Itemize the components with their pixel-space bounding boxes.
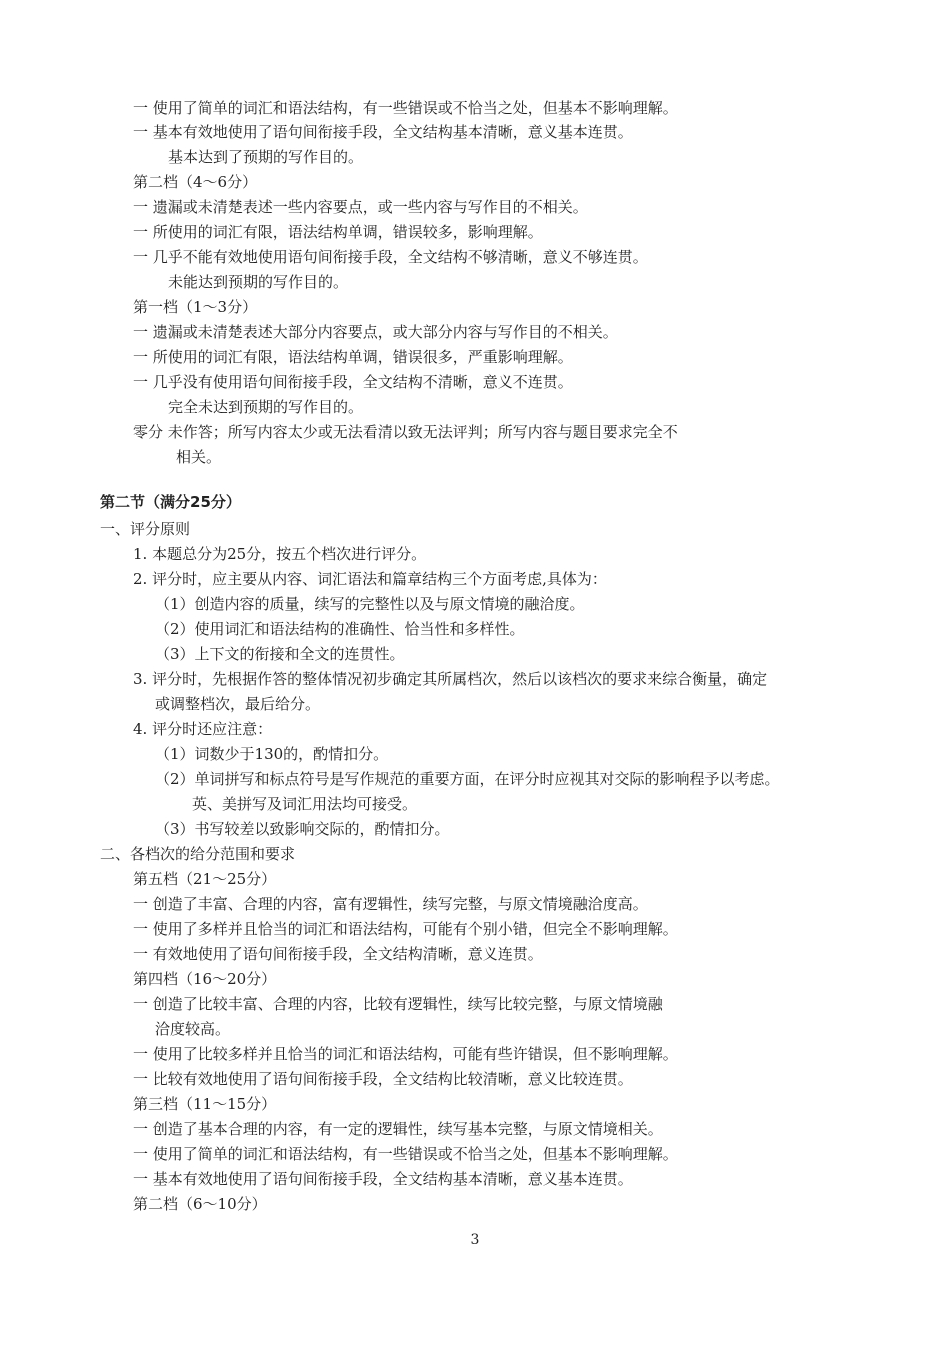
criterion-line: 一 基本有效地使用了语句间衔接手段，全文结构基本清晰，意义基本连贯。 — [133, 123, 633, 141]
principle-subitem: （1）创造内容的质量，续写的完整性以及与原文情境的融洽度。 — [155, 595, 585, 613]
grade-level-heading: 第四档（16～20分） — [133, 970, 277, 988]
criterion-line: 一 使用了简单的词汇和语法结构，有一些错误或不恰当之处，但基本不影响理解。 — [133, 99, 678, 117]
criterion-line: 一 有效地使用了语句间衔接手段，全文结构清晰，意义连贯。 — [133, 945, 543, 963]
criterion-line: 一 创造了丰富、合理的内容，富有逻辑性，续写完整，与原文情境融洽度高。 — [133, 895, 648, 913]
criterion-summary: 基本达到了预期的写作目的。 — [168, 148, 364, 166]
levels-heading: 二、各档次的给分范围和要求 — [100, 845, 296, 863]
principle-subitem-cont: 英、美拼写及词汇用法均可接受。 — [192, 795, 418, 813]
criterion-line: 一 几乎不能有效地使用语句间衔接手段，全文结构不够清晰，意义不够连贯。 — [133, 248, 648, 266]
principle-item: 4. 评分时还应注意： — [133, 720, 273, 738]
grade-level-heading: 第一档（1～3分） — [133, 298, 258, 316]
criterion-line: 一 使用了比较多样并且恰当的词汇和语法结构，可能有些许错误，但不影响理解。 — [133, 1045, 678, 1063]
principle-subitem: （3）书写较差以致影响交际的，酌情扣分。 — [155, 820, 450, 838]
criterion-line: 一 遗漏或未清楚表述大部分内容要点，或大部分内容与写作目的不相关。 — [133, 323, 618, 341]
principle-subitem: （1）词数少于130的，酌情扣分。 — [155, 745, 389, 763]
grade-level-heading: 第三档（11～15分） — [133, 1095, 277, 1113]
criterion-summary: 未能达到预期的写作目的。 — [168, 273, 349, 291]
grade-level-heading: 第二档（4～6分） — [133, 173, 258, 191]
page-number: 3 — [470, 1232, 480, 1248]
criterion-line: 一 比较有效地使用了语句间衔接手段，全文结构比较清晰，意义比较连贯。 — [133, 1070, 633, 1088]
grade-level-heading: 第二档（6～10分） — [133, 1195, 267, 1213]
principles-heading: 一、评分原则 — [100, 520, 191, 538]
criterion-line: 一 遗漏或未清楚表述一些内容要点，或一些内容与写作目的不相关。 — [133, 198, 588, 216]
zero-score-line: 零分 未作答；所写内容太少或无法看清以致无法评判；所写内容与题目要求完全不 — [133, 423, 678, 441]
criterion-line: 一 创造了比较丰富、合理的内容，比较有逻辑性，续写比较完整，与原文情境融 — [133, 995, 663, 1013]
criterion-line: 一 使用了多样并且恰当的词汇和语法结构，可能有个别小错，但完全不影响理解。 — [133, 920, 678, 938]
principle-subitem: （3）上下文的衔接和全文的连贯性。 — [155, 645, 405, 663]
criterion-line-cont: 洽度较高。 — [155, 1020, 231, 1038]
grade-level-heading: 第五档（21～25分） — [133, 870, 277, 888]
principle-item-cont: 或调整档次，最后给分。 — [155, 695, 321, 713]
criterion-line: 一 所使用的词汇有限，语法结构单调，错误较多，影响理解。 — [133, 223, 543, 241]
principle-subitem: （2）使用词汇和语法结构的准确性、恰当性和多样性。 — [155, 620, 525, 638]
criterion-summary: 完全未达到预期的写作目的。 — [168, 398, 364, 416]
criterion-line: 一 所使用的词汇有限，语法结构单调，错误很多，严重影响理解。 — [133, 348, 573, 366]
criterion-line: 一 使用了简单的词汇和语法结构，有一些错误或不恰当之处，但基本不影响理解。 — [133, 1145, 678, 1163]
principle-subitem: （2）单词拼写和标点符号是写作规范的重要方面，在评分时应视其对交际的影响程予以考虑。 — [155, 770, 780, 788]
zero-score-line-cont: 相关。 — [176, 448, 222, 466]
criterion-line: 一 基本有效地使用了语句间衔接手段，全文结构基本清晰，意义基本连贯。 — [133, 1170, 633, 1188]
criterion-line: 一 几乎没有使用语句间衔接手段，全文结构不清晰，意义不连贯。 — [133, 373, 573, 391]
principle-item: 2. 评分时，应主要从内容、词汇语法和篇章结构三个方面考虑,具体为： — [133, 570, 607, 588]
principle-item: 3. 评分时，先根据作答的整体情况初步确定其所属档次，然后以该档次的要求来综合衡量，确定 — [133, 670, 768, 688]
criterion-line: 一 创造了基本合理的内容，有一定的逻辑性，续写基本完整，与原文情境相关。 — [133, 1120, 663, 1138]
principle-item: 1. 本题总分为25分，按五个档次进行评分。 — [133, 545, 427, 563]
section-title: 第二节（满分25分） — [100, 493, 241, 511]
